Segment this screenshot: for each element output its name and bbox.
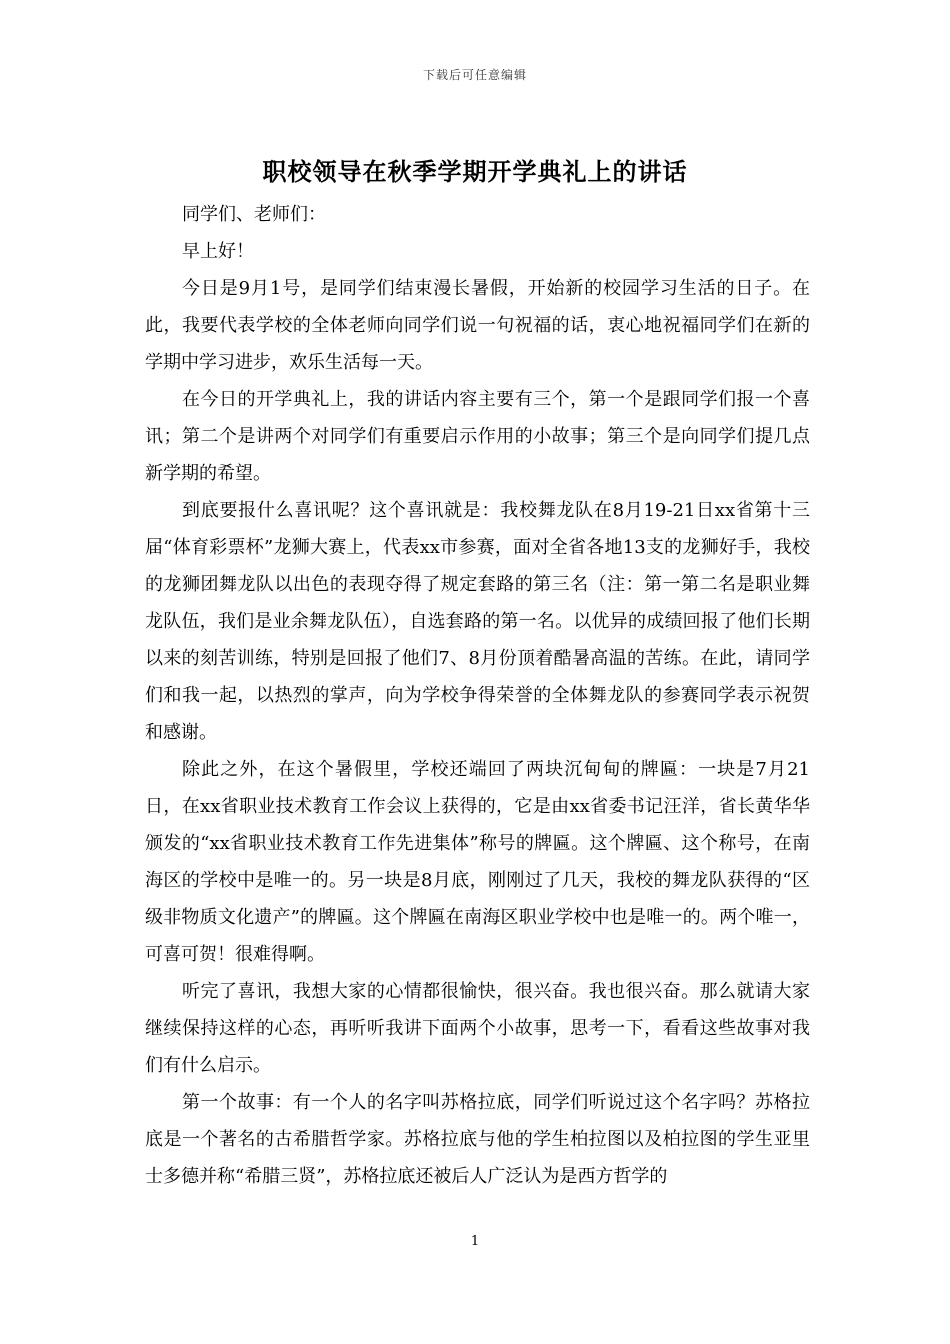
header-note: 下载后可任意编辑	[422, 68, 527, 82]
document-body	[145, 196, 810, 1195]
paragraph: 听完了喜讯，我想大家的心情都很愉快，很兴奋。我也很兴奋。那么就请大家继续保持这样的心态，再听听我讲下面两个小故事，思考一下，看看这些故事对我们有什么启示。	[145, 981, 810, 1076]
paragraph: 到底要报什么喜讯呢？这个喜讯就是：我校舞龙队在8月19-21日xx省第十三届“体育彩票杯”龙狮大赛上，代表xx市参赛，面对全省各地13支的龙狮好手，我校的龙狮团舞龙队以出色的表现夺得了规定套路的第三名（注：第一第二名是职业舞龙队伍，我们是业余舞龙队伍），自选套路的第一名。以优异的成绩回报了他们长期以来的刻苦训练，特别是回报了他们7、8月份顶着酷暑高温的苦练。在此，请同学们和我一起，以热烈的掌声，向为学校争得荣誉的全体舞龙队的参赛同学表示祝贺和感谢。	[145, 500, 810, 743]
paragraph: 除此之外，在这个暑假里，学校还端回了两块沉甸甸的牌匾：一块是7月21日，在xx省职业技术教育工作会议上获得的，它是由xx省委书记汪洋，省长黄华华颁发的“xx省职业技术教育工作先进集体”称号的牌匾。这个牌匾、这个称号，在南海区的学校中是唯一的。另一块是8月底，刚刚过了几天，我校的舞龙队获得的“区级非物质文化遗产”的牌匾。这个牌匾在南海区职业学校中也是唯一的。两个唯一，可喜可贺！很难得啊。	[145, 759, 810, 965]
paragraph: 今日是9月1号，是同学们结束漫长暑假，开始新的校园学习生活的日子。在此，我要代表学校的全体老师向同学们说一句祝福的话，衷心地祝福同学们在新的学期中学习进步，欢乐生活每一天。	[145, 278, 810, 373]
page-number: 1	[470, 1234, 480, 1249]
document-title: 职校领导在秋季学期开学典礼上的讲话	[262, 158, 688, 186]
paragraph-salutation: 同学们、老师们：	[182, 204, 326, 225]
paragraph: 在今日的开学典礼上，我的讲话内容主要有三个，第一个是跟同学们报一个喜讯；第二个是讲两个对同学们有重要启示作用的小故事；第三个是向同学们提几点新学期的希望。	[145, 389, 810, 484]
paragraph-greeting: 早上好！	[182, 241, 254, 262]
paragraph: 第一个故事：有一个人的名字叫苏格拉底，同学们听说过这个名字吗？苏格拉底是一个著名的古希腊哲学家。苏格拉底与他的学生柏拉图以及柏拉图的学生亚里士多德并称“希腊三贤”，苏格拉底还被后人广泛认为是西方哲学的	[145, 1092, 810, 1187]
